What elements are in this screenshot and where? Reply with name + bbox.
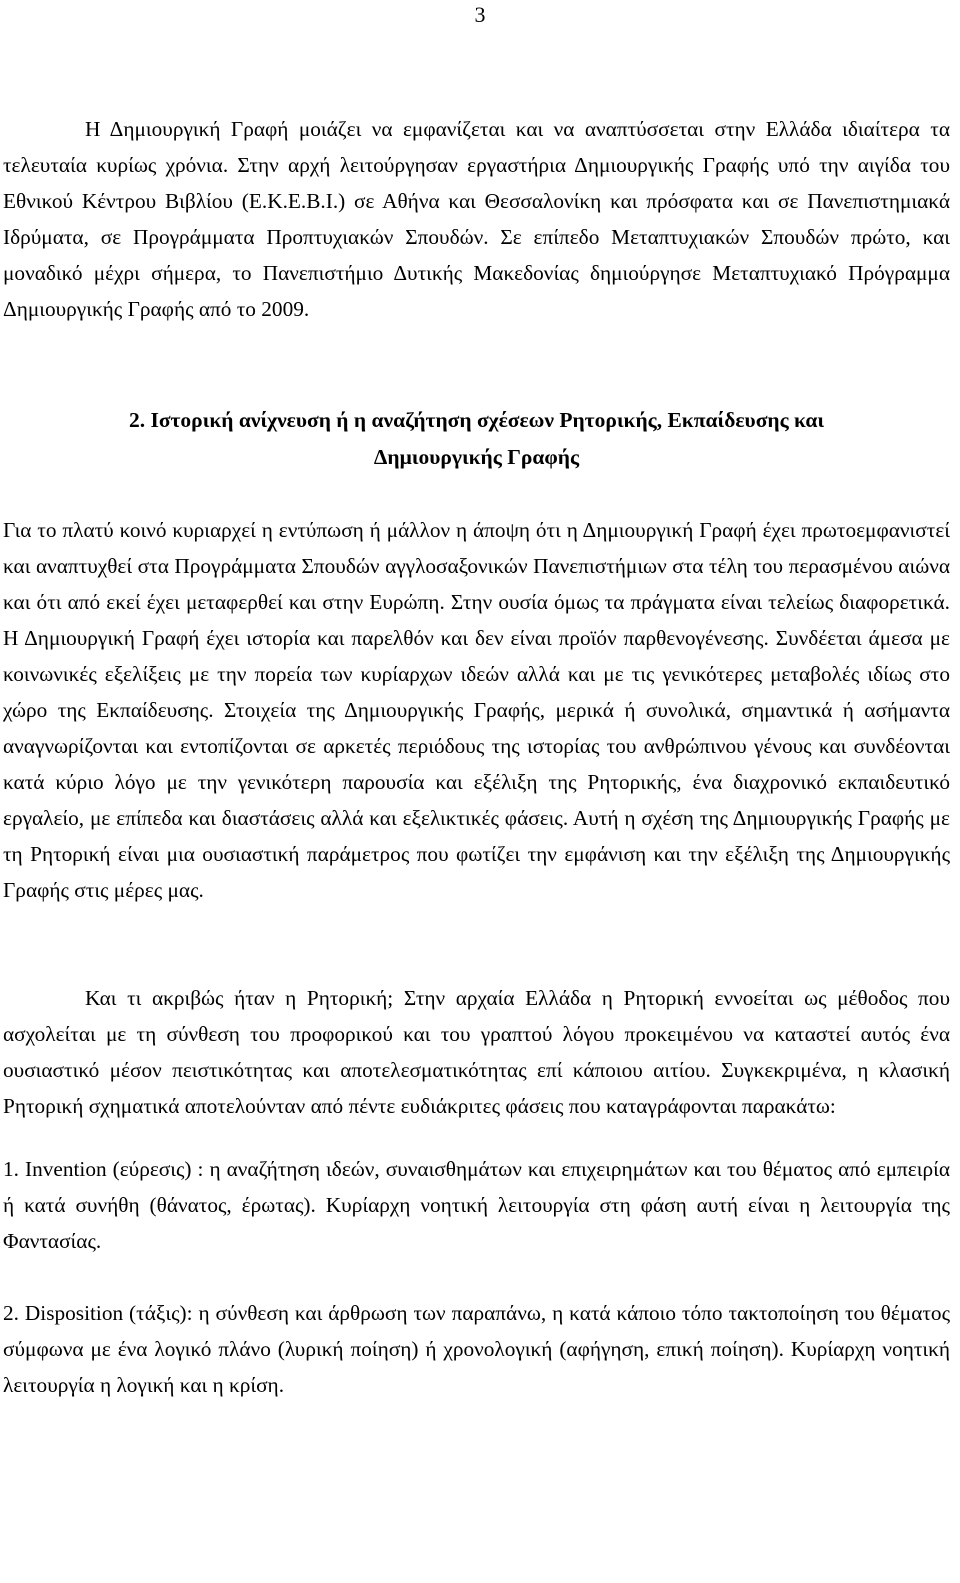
list-item-disposition: 2. Disposition (τάξις): η σύνθεση και άρθρωση των παραπάνω, η κατά κάποιο τόπο τακτοποίηση του θέματος σύμφωνα με ένα λογικό πλάνο (λυρική ποίηση) ή χρονολογική (αφήγηση, επική ποίηση). Κυρίαρχη νοητική λειτουργία η λογική και η κρίση. [3, 1301, 950, 1397]
section-heading [3, 402, 950, 476]
history-paragraph: Για το πλατύ κοινό κυριαρχεί η εντύπωση ή μάλλον η άποψη ότι η Δημιουργική Γραφή έχει πρωτοεμφανιστεί και αναπτυχθεί στα Προγράμματα Σπουδών αγγλοσαξονικών Πανεπιστήμιων στα τέλη του περασμένου αιώνα και ότι από εκεί έχει μεταφερθεί και στην Ευρώπη. Στην ουσία όμως τα πράγματα είναι τελείως διαφορετικά. Η Δημιουργική Γραφή έχει ιστορία και παρελθόν και δεν είναι προϊόν παρθενογένεσης. Συνδέεται άμεσα με κοινωνικές εξελίξεις με την πορεία των κυρίαρχων ιδεών αλλά και με τις γενικότερες μεταβολές ιδίως στο χώρο της Εκπαίδευσης. Στοιχεία της Δημιουργικής Γραφής, μερικά ή συνολικά, σημαντικά ή ασήμαντα αναγνωρίζονται και εντοπίζονται σε αρκετές περιόδους της ιστορίας του ανθρώπινου γένους και συνδέονται κατά κύριο λόγο με την γενικότερη παρουσία και εξέλιξη της Ρητορικής, ένα διαχρονικό εκπαιδευτικό εργαλείο, με επίπεδα και διαστάσεις αλλά και εξελικτικές φάσεις. Αυτή η σχέση της Δημιουργικής Γραφής με τη Ρητορική είναι μια ουσιαστική παράμετρος που φωτίζει την εμφάνιση και την εξέλιξη της Δημιουργικής Γραφής στις μέρες μας. [3, 518, 950, 902]
page-number: 3 [474, 2, 486, 27]
section-heading-line-2: Δημιουργικής Γραφής [373, 445, 580, 469]
list-item-invention: 1. Invention (εύρεσις) : η αναζήτηση ιδεών, συναισθημάτων και επιχειρημάτων και του θέματος από εμπειρία ή κατά συνήθη (θάνατος, έρωτας). Κυρίαρχη νοητική λειτουργία στη φάση αυτή είναι η λειτουργία της Φαντασίας. [3, 1157, 950, 1253]
page-content [3, 111, 950, 1403]
intro-paragraph: Η Δημιουργική Γραφή μοιάζει να εμφανίζεται και να αναπτύσσεται στην Ελλάδα ιδιαίτερα τα τελευταία κυρίως χρόνια. Στην αρχή λειτούργησαν εργαστήρια Δημιουργικής Γραφής υπό την αιγίδα του Εθνικού Κέντρου Βιβλίου (Ε.Κ.Ε.Β.Ι.) σε Αθήνα και Θεσσαλονίκη και πρόσφατα και σε Πανεπιστημιακά Ιδρύματα, σε Προγράμματα Προπτυχιακών Σπουδών. Σε επίπεδο Μεταπτυχιακών Σπουδών πρώτο, και μοναδικό μέχρι σήμερα, το Πανεπιστήμιο Δυτικής Μακεδονίας δημιούργησε Μεταπτυχιακό Πρόγραμμα Δημιουργικής Γραφής από το 2009. [3, 117, 950, 321]
rhetoric-paragraph: Και τι ακριβώς ήταν η Ρητορική; Στην αρχαία Ελλάδα η Ρητορική εννοείται ως μέθοδος που ασχολείται με τη σύνθεση του προφορικού και του γραπτού λόγου προκειμένου να καταστεί αυτός ένα ουσιαστικό μέσον πειστικότητας και αποτελεσματικότητας επί κάποιου αιτίου. Συγκεκριμένα, η κλασική Ρητορική σχηματικά αποτελούνταν από πέντε ευδιάκριτες φάσεις που καταγράφονται παρακάτω: [3, 986, 950, 1118]
section-heading-line-1: 2. Ιστορική ανίχνευση ή η αναζήτηση σχέσεων Ρητορικής, Εκπαίδευσης και [128, 408, 825, 432]
